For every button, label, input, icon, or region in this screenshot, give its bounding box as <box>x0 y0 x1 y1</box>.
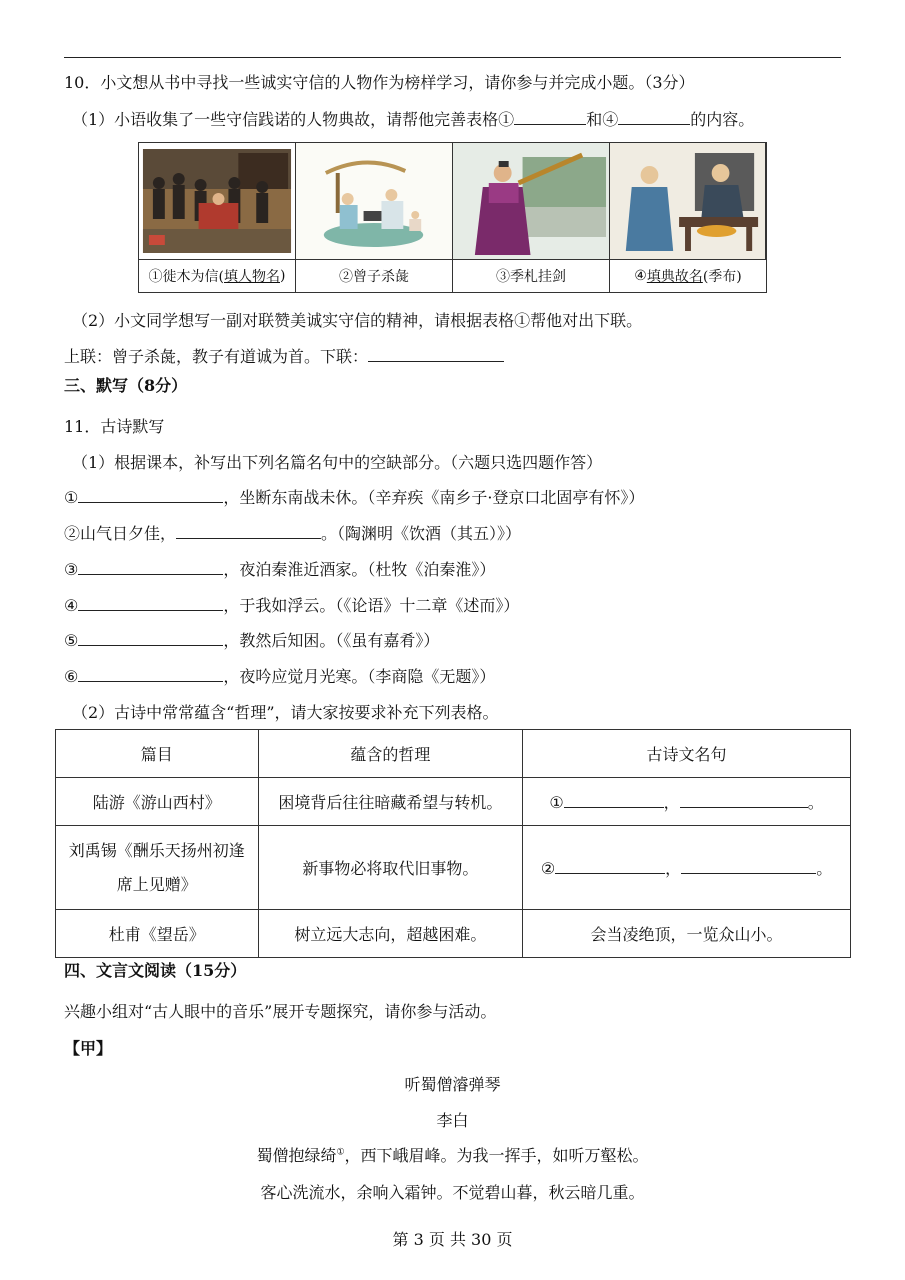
recite-text: 。（陶渊明《饮酒（其五）》） <box>321 524 522 543</box>
recite-num: ② <box>64 524 81 543</box>
header-ju: 古诗文名句 <box>523 730 851 778</box>
recite-blank[interactable] <box>78 594 223 611</box>
recite-text: ，夜泊秦淮近酒家。（杜牧《泊秦淮》） <box>223 560 496 579</box>
row-ju: ① ， 。 <box>523 778 851 826</box>
caption-4-suffix: (季布) <box>702 269 742 285</box>
row-ju: ② ， 。 <box>523 826 851 910</box>
row-title: 杜甫《望岳》 <box>56 910 259 958</box>
ju-blank[interactable] <box>681 857 816 874</box>
row-ju-num: ① <box>549 793 564 812</box>
recite-blank[interactable] <box>78 486 223 503</box>
caption-4 <box>610 259 766 292</box>
recite-item-1 <box>64 486 644 509</box>
caption-4-underline: 填典故名 <box>646 269 703 285</box>
recite-blank[interactable] <box>78 558 223 575</box>
poem-line-1-b: ，西下峨眉峰。为我一挥手，如听万壑松。 <box>344 1146 649 1165</box>
q11-part1: （1）根据课本，补写出下列名篇名句中的空缺部分。（六题只选四题作答） <box>72 453 603 472</box>
row-ju: 会当凌绝顶，一览众山小。 <box>523 910 851 958</box>
section3-title: 三、默写（8分） <box>64 376 188 395</box>
table-row <box>56 778 851 826</box>
recite-item-6 <box>64 665 495 688</box>
picture-xumuweixin <box>139 143 296 259</box>
recite-blank[interactable] <box>78 629 223 646</box>
recite-before: 山气日夕佳， <box>80 524 177 543</box>
couplet-line <box>64 345 504 368</box>
caption-3: ③季札挂剑 <box>453 259 610 292</box>
recite-item-4 <box>64 594 519 617</box>
caption-1-prefix: ①徙木为信( <box>148 269 224 285</box>
q10-part1-text-a: （1）小语收集了一些守信践诺的人物典故，请帮他完善表格① <box>72 110 515 129</box>
section4-title: 四、文言文阅读（15分） <box>64 961 247 980</box>
header-zheli: 蕴含的哲理 <box>258 730 522 778</box>
recite-text: ，夜吟应觉月光寒。（李商隐《无题》） <box>223 667 496 686</box>
passage-jia-label: 【甲】 <box>64 1039 113 1058</box>
recite-num: ④ <box>64 596 79 615</box>
recite-blank[interactable] <box>176 522 321 539</box>
section4-intro: 兴趣小组对“古人眼中的音乐”展开专题探究，请你参与活动。 <box>64 1002 497 1021</box>
row-zheli: 困境背后往往暗藏希望与转机。 <box>258 778 522 826</box>
recite-blank[interactable] <box>78 665 223 682</box>
picture-jizhaguajian <box>453 143 610 259</box>
row-title: 陆游《游山西村》 <box>56 778 259 826</box>
recite-item-5 <box>64 629 439 652</box>
row-title: 刘禹锡《酬乐天扬州初逢席上见赠》 <box>56 826 259 910</box>
recite-num: ③ <box>64 560 79 579</box>
ju-blank[interactable] <box>680 791 808 808</box>
recite-item-3 <box>64 558 495 581</box>
poem-line-1-a: 蜀僧抱绿绮 <box>256 1146 337 1165</box>
couplet-answer-blank[interactable] <box>368 345 504 362</box>
poem-line-2: 客心洗流水，余响入霜钟。不觉碧山暮，秋云暗几重。 <box>260 1183 645 1202</box>
ju-blank[interactable] <box>564 791 664 808</box>
q10-part1-text-c: 的内容。 <box>690 110 755 129</box>
recite-text: ，于我如浮云。（《论语》十二章《述而》） <box>223 596 520 615</box>
poem-author: 李白 <box>436 1111 469 1130</box>
recite-item-2 <box>64 522 521 545</box>
picture-zengzishazhi <box>296 143 453 259</box>
recite-num: ① <box>64 488 79 507</box>
header-title: 篇目 <box>56 730 259 778</box>
table-row <box>56 910 851 958</box>
header-rule <box>64 57 841 58</box>
q11-title: 11．古诗默写 <box>64 417 165 436</box>
recite-text: ，坐断东南战未休。（辛弃疾《南乡子·登京口北固亭有怀》） <box>223 488 645 507</box>
recite-num: ⑤ <box>64 631 79 650</box>
q10-part1 <box>72 108 754 131</box>
row-zheli: 树立远大志向，超越困难。 <box>258 910 522 958</box>
picture-jibu <box>610 143 766 259</box>
q11-part2: （2）古诗中常常蕴含“哲理”，请大家按要求补充下列表格。 <box>72 703 499 722</box>
table-header-row <box>56 730 851 778</box>
ju-blank[interactable] <box>555 857 665 874</box>
recite-num: ⑥ <box>64 667 79 686</box>
caption-2: ②曾子杀彘 <box>296 259 453 292</box>
philosophy-table <box>55 729 851 958</box>
poem-title: 听蜀僧濬弹琴 <box>404 1075 501 1094</box>
answer-blank-4[interactable] <box>618 108 690 125</box>
row-ju-num: ② <box>540 859 556 878</box>
row-zheli: 新事物必将取代旧事物。 <box>258 826 522 910</box>
q10-part2: （2）小文同学想写一副对联赞美诚实守信的精神，请根据表格①帮他对出下联。 <box>72 311 643 330</box>
caption-4-prefix: ④ <box>634 268 647 284</box>
answer-blank-1[interactable] <box>514 108 586 125</box>
story-picture-table <box>138 142 767 293</box>
footnote-marker[interactable]: ① <box>336 1147 345 1158</box>
caption-1-suffix: ) <box>280 268 286 284</box>
q10-part1-text-b: 和④ <box>586 110 619 129</box>
page-footer: 第 3 页 共 30 页 <box>392 1230 513 1249</box>
poem-line-1 <box>0 1143 905 1166</box>
q10-title: 10．小文想从书中寻找一些诚实守信的人物作为榜样学习，请你参与并完成小题。（3分） <box>64 73 695 92</box>
table-row <box>56 826 851 910</box>
caption-1-underline: 填人物名 <box>224 269 280 285</box>
couplet-text: 上联：曾子杀彘，教子有道诚为首。下联： <box>64 347 369 366</box>
caption-1 <box>139 259 296 292</box>
recite-text: ，教然后知困。（《虽有嘉肴》） <box>223 631 440 650</box>
